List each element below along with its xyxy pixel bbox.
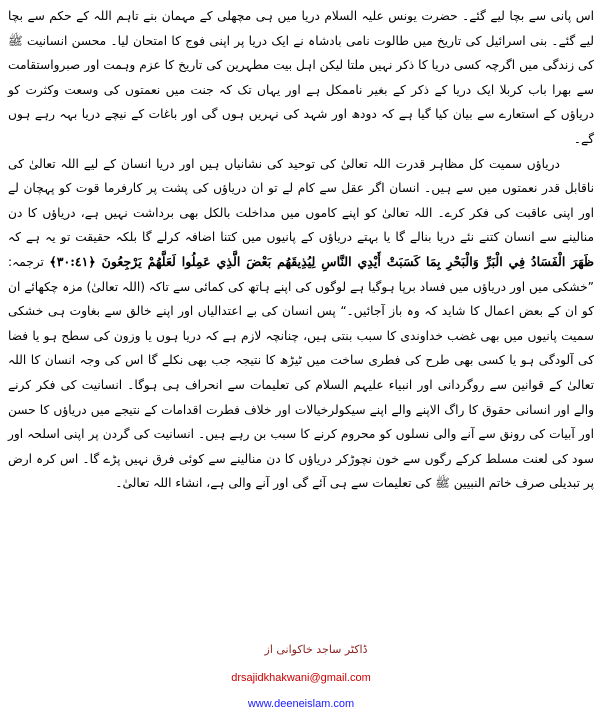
article-body bbox=[8, 4, 594, 496]
paragraph-2-text: دریاؤں سمیت کل مظاہر قدرت اللہ تعالیٰ کی توحید کی نشانیاں ہیں اور دریا انسان کے لیے اللہ تعالیٰ کی ناقابل قدر نعمتوں میں سے ہیں۔ انسان اگر عقل سے کام لے تو ان دریاؤں کی پشت پر کارفرما قوت کو پہچان لے اور اپنی عاقبت کی فکر کرے۔ اللہ تعالیٰ کو اپنے کاموں میں مداخلت بالکل بھی برداشت نہیں ہے، دریاؤں کا دن منالینے سے انسان کتنے نئے دریا بنالے گا یا بہتے دریاؤں کے پانیوں میں کتنا اضافہ کرلے گا بلکہ حقیقت تو یہ ہے کہ bbox=[8, 156, 594, 245]
from-label: از bbox=[264, 643, 273, 656]
author-signature bbox=[0, 643, 602, 656]
website-link[interactable]: www.deeneislam.com bbox=[247, 698, 355, 710]
paragraph-2 bbox=[8, 152, 594, 496]
paragraph-1: اس پانی سے بچا لیے گئے۔ حضرت یونس علیہ السلام دریا میں ہی مچھلی کے مہمان بنے تاہم اللہ کے حکم سے بچا لیے گئے۔ بنی اسرائیل کی تاریخ میں طالوت نامی بادشاہ نے ایک دریا پر اپنی فوج کا امتحان لیا۔ محسن انسانیت ﷺ کی زندگی میں اگرچہ کسی دریا کا ذکر نہیں ملتا لیکن اہل بیت مطہرین کی تاریخ کا عزم وہمت اور صبرواستقامت سے بھرا باب کربلا ایک دریا کے ذکر کے بغیر ناممکل ہے اور یہاں تک کہ جنت میں نعمتوں کی وسعت وکثرت کو دریاؤں کے استعارے سے بیان کیا گیا ہے کہ دودھ اور شہد کی نہریں ہوں گی اور باغات کے نیچے دریا بہہ رہے ہوں گے۔ bbox=[8, 9, 594, 146]
author-name: ڈاکٹر ساجد خاکوانی bbox=[276, 643, 368, 656]
author-email bbox=[0, 672, 602, 684]
quran-verse: ظَهَرَ الْفَسَادُ فِي الْبَرِّ وَالْبَحْرِ بِمَا كَسَبَتْ أَيْدِي النَّاسِ لِيُذِيقَهُم بَعْضَ الَّذِي عَمِلُوا لَعَلَّهُمْ يَرْجِعُونَ ﴿٣٠:٤١﴾ bbox=[49, 253, 595, 269]
website bbox=[0, 698, 602, 710]
email-link[interactable]: drsajidkhakwani@gmail.com bbox=[231, 672, 371, 684]
verse-translation: ترجمہ: ”خشکی میں اور دریاؤں میں فساد برپا ہوگیا ہے لوگوں کی اپنے ہاتھ کی کمائی سے تاکہ (اللہ تعالیٰ) مزہ چکھائے ان کو ان کے بعض اعمال کا شاید کہ وہ باز آجائیں۔“ پس انسان کی بے اعتدالیاں اور اپنے خالق سے بغاوت ہی خشکی سمیت پانیوں میں بھی غضب خداوندی کا سبب بنتی ہیں، چنانچہ لازم ہے کہ دریا ہوں یا وزون کی سطح ہو یا فضا کی آلودگی ہو یا کسی بھی طرح کی فطری ساخت میں ٹیڑھ کا نتیجہ جب بھی نکلے گا اس کی وجہ انسان کا اللہ تعالیٰ کے قوانین سے روگردانی اور انبیاء علیہم السلام کی تعلیمات سے انحراف ہی ہوگا۔ انسانیت کی فکر کرنے والے اور انسانی حقوق کا راگ الاپنے والے اپنے سیکولرخیالات اور خلاف فطرت اقدامات کے نتیجے میں دریاؤں کا حسن اور آبیات کی رونق سے آنے والی نسلوں کو محروم کرنے کا سبب بن رہے ہیں۔ انسانیت کی گردن پر اپنی اسلحہ اور سود کی لعنت مسلط کرکے رگوں سے خون نچوڑکر دریاؤں کا دن منالینے سے کوئی فرق نہیں پڑے گا۔ اس کرہ ارض پر تبدیلی صرف خاتم النبیین ﷺ کی تعلیمات سے ہی آئے گی اور آنے والی ہے، انشاء اللہ تعالیٰ۔ bbox=[8, 254, 594, 491]
